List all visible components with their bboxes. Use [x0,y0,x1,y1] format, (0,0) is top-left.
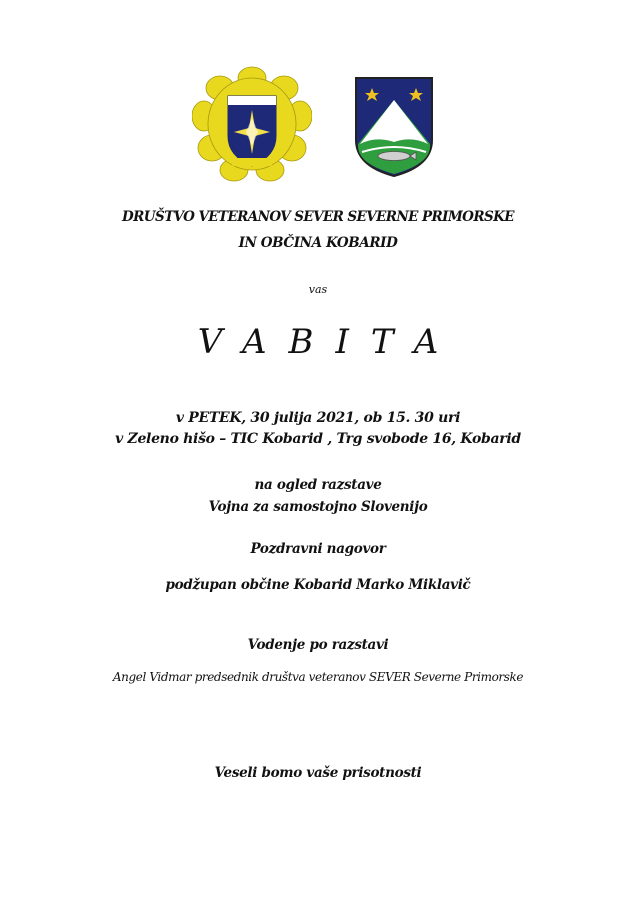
exhibit-title: Vojna za samostojno Slovenijo [208,499,428,515]
vas-word: vas [308,283,328,296]
sever-veterans-emblem [192,66,312,182]
guide-heading: Vodenje po razstavi [247,637,389,653]
guide-name-line: Angel Vidmar predsednik društva veteranov SEVER Severne Primorske [112,670,524,684]
kobarid-coat-of-arms [352,74,436,178]
closing-line: Veseli bomo vaše prisotnosti [214,765,422,781]
organizer-line-2: IN OBČINA KOBARID [238,235,398,251]
deputy-mayor-line: podžupan občine Kobarid Marko Miklavič [165,577,471,593]
organizer-line-1: DRUŠTVO VETERANOV SEVER SEVERNE PRIMORSKE [122,209,514,225]
event-date-line: v PETEK, 30 julija 2021, ob 15. 30 uri [175,410,461,426]
event-place-line: v Zeleno hišo – TIC Kobarid , Trg svobode 16, Kobarid [115,431,521,447]
vabita-heading: VABITA [197,322,461,362]
coat-of-arms-icon [352,74,436,178]
exhibit-intro-line: na ogled razstave [254,477,382,493]
linden-leaf-emblem-icon [192,66,312,182]
greeting-heading: Pozdravni nagovor [250,541,386,557]
